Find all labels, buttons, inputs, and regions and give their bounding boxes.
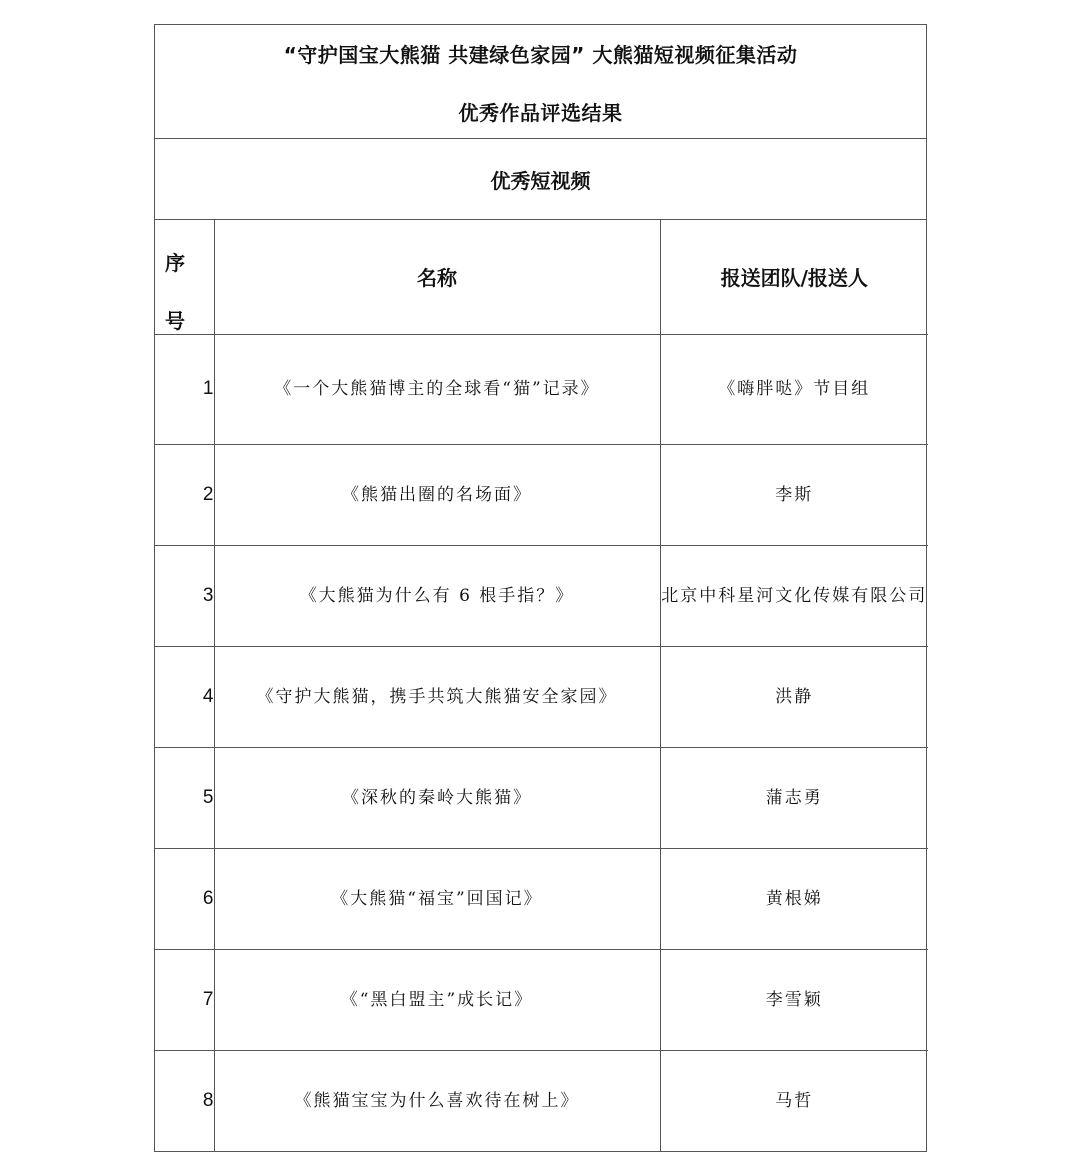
row-team: 《嗨胖哒》节目组: [660, 334, 928, 444]
table-row: [155, 848, 928, 949]
row-index: 2: [155, 444, 214, 545]
row-index: 8: [155, 1050, 214, 1151]
row-name: 《深秋的秦岭大熊猫》: [214, 747, 660, 848]
document-subtitle: 优秀作品评选结果: [458, 101, 623, 125]
table-row: [155, 334, 928, 444]
row-index: 4: [155, 646, 214, 747]
row-name: 《熊猫宝宝为什么喜欢待在树上》: [214, 1050, 660, 1151]
title-block: [155, 25, 926, 139]
table-row: [155, 545, 928, 646]
header-index-char-2: 号: [165, 309, 185, 333]
row-team: 蒲志勇: [660, 747, 928, 848]
document-title: “守护国宝大熊猫 共建绿色家园” 大熊猫短视频征集活动: [283, 43, 798, 67]
header-index-char-1: 序: [165, 251, 185, 275]
header-name: 名称: [214, 220, 660, 334]
header-team: 报送团队/报送人: [660, 220, 928, 334]
row-team: 李斯: [660, 444, 928, 545]
row-team: 李雪颖: [660, 949, 928, 1050]
row-team: 洪静: [660, 646, 928, 747]
table-row: [155, 747, 928, 848]
row-index: 1: [155, 334, 214, 444]
row-team: 北京中科星河文化传媒有限公司: [660, 545, 928, 646]
table-row: [155, 949, 928, 1050]
table-row: [155, 444, 928, 545]
row-team: 马哲: [775, 1090, 814, 1111]
table-row: [155, 646, 928, 747]
row-name: 《守护大熊猫，携手共筑大熊猫安全家园》: [214, 646, 660, 747]
row-index: 3: [155, 545, 214, 646]
table-header-row: [155, 220, 928, 334]
results-table: [155, 220, 928, 1151]
row-name: 《大熊猫“福宝”回国记》: [214, 848, 660, 949]
row-index: 5: [155, 747, 214, 848]
row-index: 6: [155, 848, 214, 949]
row-index: 7: [155, 949, 214, 1050]
results-document: [154, 24, 927, 1152]
row-name: 《“黑白盟主”成长记》: [214, 949, 660, 1050]
row-name: 《大熊猫为什么有 6 根手指？》: [214, 545, 660, 646]
header-index: [155, 220, 214, 334]
row-team: 黄根娣: [660, 848, 928, 949]
section-title: 优秀短视频: [155, 139, 926, 220]
row-name: 《一个大熊猫博主的全球看“猫”记录》: [214, 334, 660, 444]
table-row: [155, 1050, 928, 1151]
row-name: 《熊猫出圈的名场面》: [214, 444, 660, 545]
